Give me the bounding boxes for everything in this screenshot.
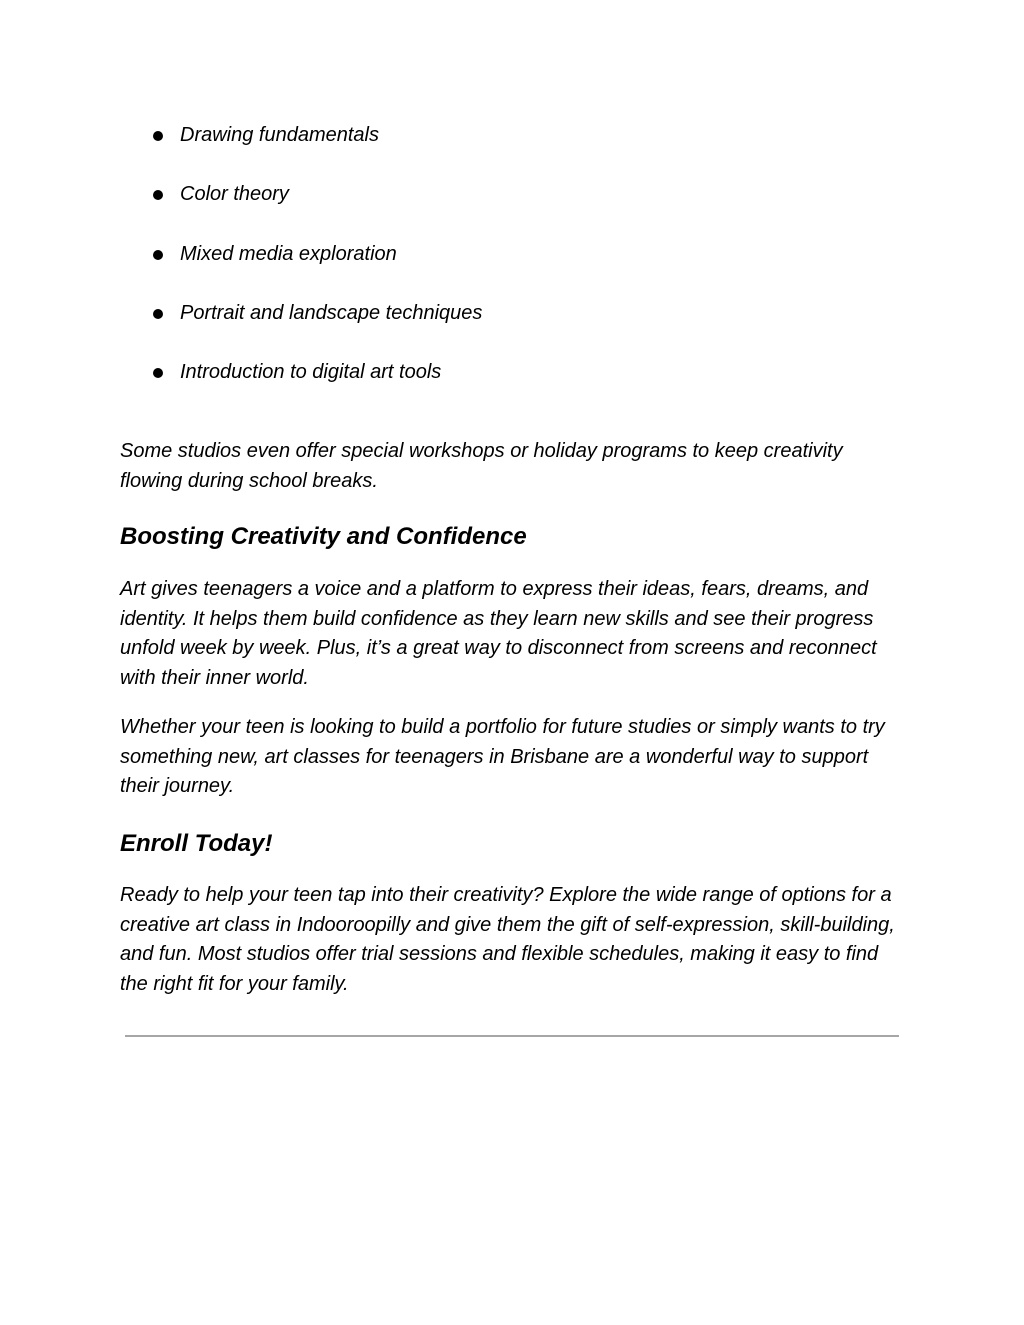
list-item bbox=[120, 239, 900, 298]
enroll-paragraph: Ready to help your teen tap into their creativity? Explore the wide range of options for a creative art class in Indooroopilly and give them the gift of self-expression, skill-building, and fun. Most studios offer trial sessions and flexible schedules, making it easy to find the right fit for your family. bbox=[120, 884, 895, 995]
intro-paragraph: Some studios even offer special workshops or holiday programs to keep creativity flowing during school breaks. bbox=[120, 440, 843, 492]
creativity-paragraph-1: Art gives teenagers a voice and a platform to express their ideas, fears, dreams, and identity. It helps them build confidence as they learn new skills and see their progress unfold week by week. Plus, it’s a great way to disconnect from screens and reconnect with their inner world. bbox=[120, 578, 877, 689]
bullet-dot-icon bbox=[153, 250, 163, 260]
list-item-text: Mixed media exploration bbox=[180, 242, 397, 265]
bullet-dot-icon bbox=[153, 368, 163, 378]
list-item-text: Drawing fundamentals bbox=[180, 124, 379, 146]
bullet-dot-icon bbox=[153, 309, 163, 319]
section-heading-enroll: Enroll Today! bbox=[120, 830, 273, 857]
list-item bbox=[120, 120, 900, 179]
list-item-text: Introduction to digital art tools bbox=[180, 361, 442, 384]
list-item-text: Color theory bbox=[180, 183, 289, 206]
bullet-dot-icon bbox=[153, 190, 163, 200]
section-heading-creativity: Boosting Creativity and Confidence bbox=[120, 523, 527, 550]
creativity-paragraph-2: Whether your teen is looking to build a portfolio for future studies or simply wants to try something new, art classes for teenagers in Brisbane are a wonderful way to support their journey. bbox=[120, 716, 885, 798]
topics-list bbox=[120, 120, 900, 416]
horizontal-divider bbox=[125, 1035, 899, 1037]
list-item-text: Portrait and landscape techniques bbox=[180, 301, 483, 324]
list-item bbox=[120, 179, 900, 238]
list-item bbox=[120, 298, 900, 357]
bullet-dot-icon bbox=[153, 131, 163, 141]
list-item bbox=[120, 357, 900, 416]
